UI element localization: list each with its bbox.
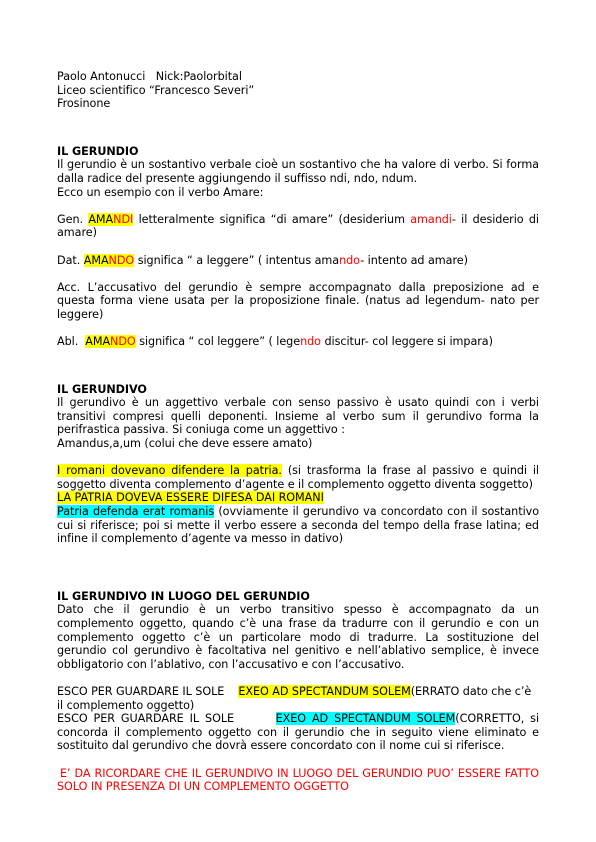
example-active: I romani dovevano difendere la patria. (si trasforma la frase al passivo e quindi il soggetto diventa complemento d’agente e il complemento oggetto diventa soggetto) xyxy=(57,464,539,491)
example-ablative: Abl. AMANDO significa “ col leggere” ( legendo discitur- col leggere si impara) xyxy=(57,335,493,349)
example-latin: Patria defenda erat romanis (ovviamente il gerundivo va concordato con il sostantivo cui si riferisce; poi si mette il verbo essere a seconda del tempo della frase latina; ed infine il complemento d’agente va messo in dativo) xyxy=(57,505,539,546)
example-correct: ESCO PER GUARDARE IL SOLE EXEO AD SPECTANDUM SOLEM(CORRETTO, si concorda il complemento oggetto con il gerundio che in seguito viene eliminato e sostituito dal gerundivo che dovrà essere concordato con il nome cui si riferisce. xyxy=(57,712,540,753)
author-header xyxy=(57,70,539,111)
document-page xyxy=(57,70,539,794)
section-title: IL GERUNDIVO IN LUOGO DEL GERUNDIO xyxy=(57,589,310,603)
example-genitive: Gen. AMANDI letteralmente significa “di amare” (desiderium amandi- il desiderio di amare) xyxy=(57,212,539,240)
section-title: IL GERUNDIO xyxy=(57,144,139,158)
highlight: AMANDO xyxy=(83,253,135,267)
paragraph: Ecco un esempio con il verbo Amare: xyxy=(57,185,264,199)
example-dative: Dat. AMANDO significa “ a leggere” ( intentus amando- intento ad amare) xyxy=(57,253,468,267)
important-note: E’ DA RICORDARE CHE IL GERUNDIVO IN LUOGO DEL GERUNDIO PUO’ ESSERE FATTO SOLO IN PRESENZA DI UN COMPLEMENTO OGGETTO xyxy=(57,766,539,794)
example-passive xyxy=(57,491,539,505)
school-line: Liceo scientifico “Francesco Severi” xyxy=(57,83,255,97)
paragraph: Il gerundivo è un aggettivo verbale con senso passivo è usato quindi con i verbi transitivi compresi quelli deponenti. Insieme al verbo sum il gerundivo forma la perifrastica passiva. Si coniuga come un aggettivo : xyxy=(57,396,539,437)
example-accusative: Acc. L’accusativo del gerundio è sempre accompagnato dalla preposizione ad e questa forma viene usata per la proposizione finale. (natus ad legendum- nato per leggere) xyxy=(57,280,539,321)
highlight: I romani dovevano difendere la patria. xyxy=(57,464,282,478)
author-line: Paolo Antonucci Nick:Paolorbital xyxy=(57,70,242,83)
highlight: LA PATRIA DOVEVA ESSERE DIFESA DAI ROMANI xyxy=(57,491,324,505)
section-gerundio xyxy=(57,145,539,349)
section-title: IL GERUNDIVO xyxy=(57,382,147,396)
highlight: EXEO AD SPECTANDUM SOLEM xyxy=(275,712,456,726)
paragraph: Il gerundio è un sostantivo verbale cioè un sostantivo che ha valore di verbo. Si forma dalla radice del presente aggiungendo il suffisso ndi, ndo, ndum. xyxy=(57,158,539,185)
city-line: Frosinone xyxy=(57,97,111,111)
example-wrong: ESCO PER GUARDARE IL SOLE EXEO AD SPECTANDUM SOLEM(ERRATO dato che c’è il complemento oggetto) xyxy=(57,684,532,712)
highlight: AMANDI xyxy=(88,212,134,226)
highlight: AMANDO xyxy=(85,335,136,349)
paragraph: Amandus,a,um (colui che deve essere amato) xyxy=(57,437,313,451)
paragraph: Dato che il gerundio è un verbo transitivo spesso è accompagnato da un complemento oggetto, quando c’è una frase da tradurre con il gerundio e con un complemento oggetto c’è un particolare modo di tradurre. La sostituzione del gerundio col gerundivo è facoltativa nel genitivo e nell’ablativo semplice, è invece obbligatorio con l’ablativo, con l’accusativo e con l’accusativo. xyxy=(57,603,539,671)
section-gerundivo xyxy=(57,383,539,546)
highlight: EXEO AD SPECTANDUM SOLEM xyxy=(238,684,411,698)
section-gerundivo-in-luogo xyxy=(57,590,539,794)
highlight: Patria defenda erat romanis xyxy=(57,505,215,519)
